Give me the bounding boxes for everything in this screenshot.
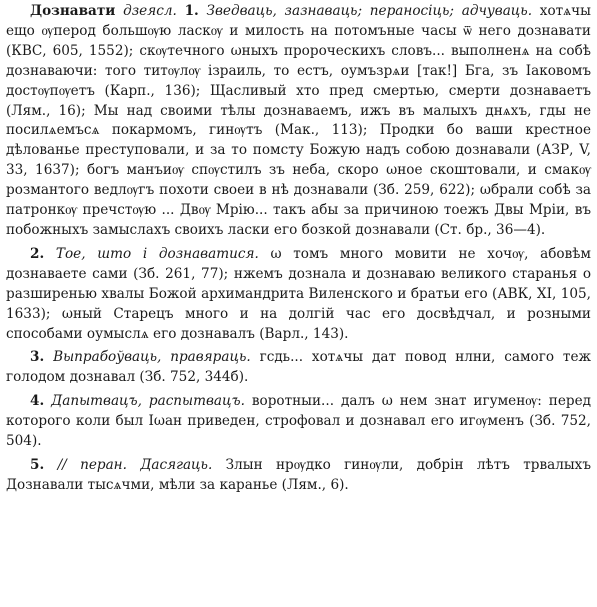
sense-4 xyxy=(6,392,591,452)
sense-gloss: // перан. Дасягаць. xyxy=(57,456,213,473)
sense-5 xyxy=(6,456,591,496)
sense-number: 5. xyxy=(30,456,45,473)
part-of-speech: дзеясл. xyxy=(123,3,177,19)
sense-gloss: Тое, што і дознаватися. xyxy=(55,245,259,262)
sense-citations: гсдь... хотѧчы дат повод нлни, самого теж голодом дознавал (Зб. 752, 344б). xyxy=(6,349,591,386)
sense-number: 4. xyxy=(30,393,45,410)
sense-number: 3. xyxy=(30,349,45,366)
headword: Дознавати xyxy=(30,3,116,19)
sense-citations: Злын нрѹдко гинѹли, добрін лѣтъ трвалыхъ Дознавали тысѧчми, мѣли за каранье (Лям., 6). xyxy=(6,456,591,493)
sense-number: 1. xyxy=(184,3,199,19)
sense-number: 2. xyxy=(30,245,45,262)
sense-gloss: Зведваць, зазнаваць; пераносіць; адчуваць. xyxy=(206,3,533,19)
sense-citations: хотѧчы ещо ѹперод большѹю ласкѹ и милость на потомъные часы ѿ него дознавати (КВС, 605, 1552); скѹтечного ωныхъ пророческихъ словъ... выполненѧ на собѣ дознаваючи: того титѹлѹ ізраиль, то естъ, оумъзрѧи [так!] Бга, зъ Іаковомъ достѹпѹетъ (Карп., 136); Щасливый хто пред смертью, смерти дознаваетъ (Лям., 16); Мы над своими тѣлы дознаваемъ, ижъ въ малыхъ днѧхъ, гды не посилѧемъсѧ покармомъ, гинѹтъ (Мак., 113); Продки бо ваши крестное дѣлованье преступовали, и за то помсту Божую надъ собою дознавали (АЗР, V, 33, 1637); богъ манъиѹ спѹстилъ зъ неба, скоро ωное скоштовали, и смакѹ розмантого ведлѹгъ похоти своеи в нѣ дознавали (Зб. 259, 622); ωбрали собѣ за патронкѹ пречстѹю ... Двѹ Мрію... такъ абы за причиною тоежъ Двы Мріи, въ побожныхъ замыслахъ своихъ ласки его бозкой дознавали (Ст. бр., 36—4). xyxy=(6,3,591,238)
sense-gloss: Дапытвацъ, распытвацъ. xyxy=(51,393,245,410)
sense-citations: воротныи... далъ ω нем знат игуменѹ: перед которого коли был Іωан приведен, строфовал и дознавал его игѹменъ (Зб. 752, 504). xyxy=(6,393,591,450)
sense-2 xyxy=(6,245,591,345)
sense-citations: ω томъ много мовити не хочѹ, абовѣм дознаваете сами (Зб. 261, 77); нжемъ дознала и дознаваю великого старанья о разширенью хвалы Божой архимандрита Виленского и братьи его (АВК, XI, 105, 1633); ωный Старецъ много и на долгій час его досвѣдчал, и розными способами оумыслѧ его дознавалъ (Варл., 143). xyxy=(6,245,591,342)
sense-gloss: Выпрабоўваць, правяраць. xyxy=(53,349,251,366)
sense-1 xyxy=(6,2,591,241)
sense-3 xyxy=(6,348,591,388)
